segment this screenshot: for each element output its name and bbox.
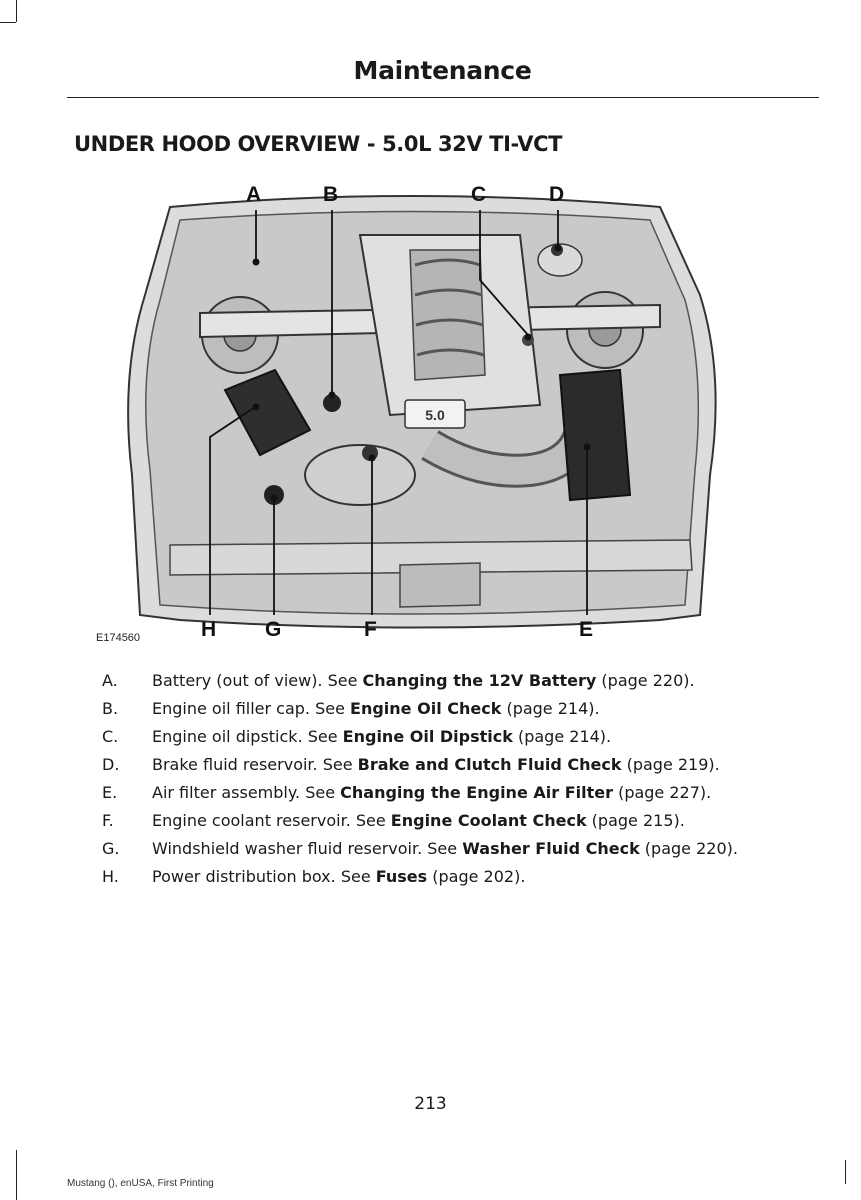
callout-f: F	[364, 618, 377, 641]
engine-bay-illustration	[60, 175, 760, 655]
item-description: Battery (out of view). See Changing the 12V Battery (page 220).	[152, 671, 695, 690]
item-description: Engine oil dipstick. See Engine Oil Dipstick (page 214).	[152, 727, 612, 746]
list-item	[0, 671, 861, 699]
item-reference-link[interactable]: Washer Fluid Check	[462, 839, 640, 858]
callout-a: A	[246, 183, 262, 206]
item-reference-link[interactable]: Engine Coolant Check	[390, 811, 587, 830]
item-letter: D.	[102, 755, 120, 774]
item-description: Power distribution box. See Fuses (page 202).	[152, 867, 526, 886]
item-description: Windshield washer fluid reservoir. See Washer Fluid Check (page 220).	[152, 839, 738, 858]
crop-mark-top-left-vertical	[16, 0, 17, 22]
callout-b: B	[323, 183, 339, 206]
callout-e: E	[579, 618, 594, 641]
list-item	[0, 727, 861, 755]
item-reference-link[interactable]: Changing the Engine Air Filter	[340, 783, 613, 802]
crop-mark-top-left-horizontal	[0, 22, 16, 23]
item-letter: H.	[102, 867, 119, 886]
item-letter: B.	[102, 699, 119, 718]
item-letter: A.	[102, 671, 118, 690]
callout-d: D	[549, 183, 565, 206]
list-item	[0, 867, 861, 895]
section-title: UNDER HOOD OVERVIEW - 5.0L 32V TI-VCT	[74, 132, 563, 156]
list-item	[0, 839, 861, 867]
item-description: Engine coolant reservoir. See Engine Coolant Check (page 215).	[152, 811, 685, 830]
list-item	[0, 699, 861, 727]
item-description: Air filter assembly. See Changing the Engine Air Filter (page 227).	[152, 783, 712, 802]
engine-badge-text: 5.0	[425, 407, 445, 423]
item-reference-link[interactable]: Engine Oil Check	[350, 699, 502, 718]
item-letter: F.	[102, 811, 114, 830]
item-letter: C.	[102, 727, 119, 746]
engine-bay-drawing	[60, 175, 760, 655]
list-item	[0, 783, 861, 811]
item-letter: E.	[102, 783, 118, 802]
page-number: 213	[414, 1094, 447, 1114]
item-description: Engine oil filler cap. See Engine Oil Check (page 214).	[152, 699, 600, 718]
callout-g: G	[265, 618, 282, 641]
item-reference-link[interactable]: Changing the 12V Battery	[362, 671, 597, 690]
crop-mark-bottom-right-vertical	[845, 1160, 846, 1184]
item-reference-link[interactable]: Engine Oil Dipstick	[342, 727, 513, 746]
item-reference-link[interactable]: Fuses	[375, 867, 428, 886]
crop-mark-bottom-left-vertical	[16, 1150, 17, 1200]
page-header-title: Maintenance	[353, 56, 532, 85]
callout-c: C	[471, 183, 487, 206]
callout-h: H	[201, 618, 217, 641]
list-item	[0, 811, 861, 839]
item-letter: G.	[102, 839, 120, 858]
header-divider	[67, 97, 819, 98]
page-footer: Mustang (), enUSA, First Printing	[67, 1178, 214, 1189]
item-description: Brake fluid reservoir. See Brake and Clutch Fluid Check (page 219).	[152, 755, 720, 774]
list-item	[0, 755, 861, 783]
figure-id: E174560	[96, 632, 141, 644]
item-reference-link[interactable]: Brake and Clutch Fluid Check	[357, 755, 622, 774]
